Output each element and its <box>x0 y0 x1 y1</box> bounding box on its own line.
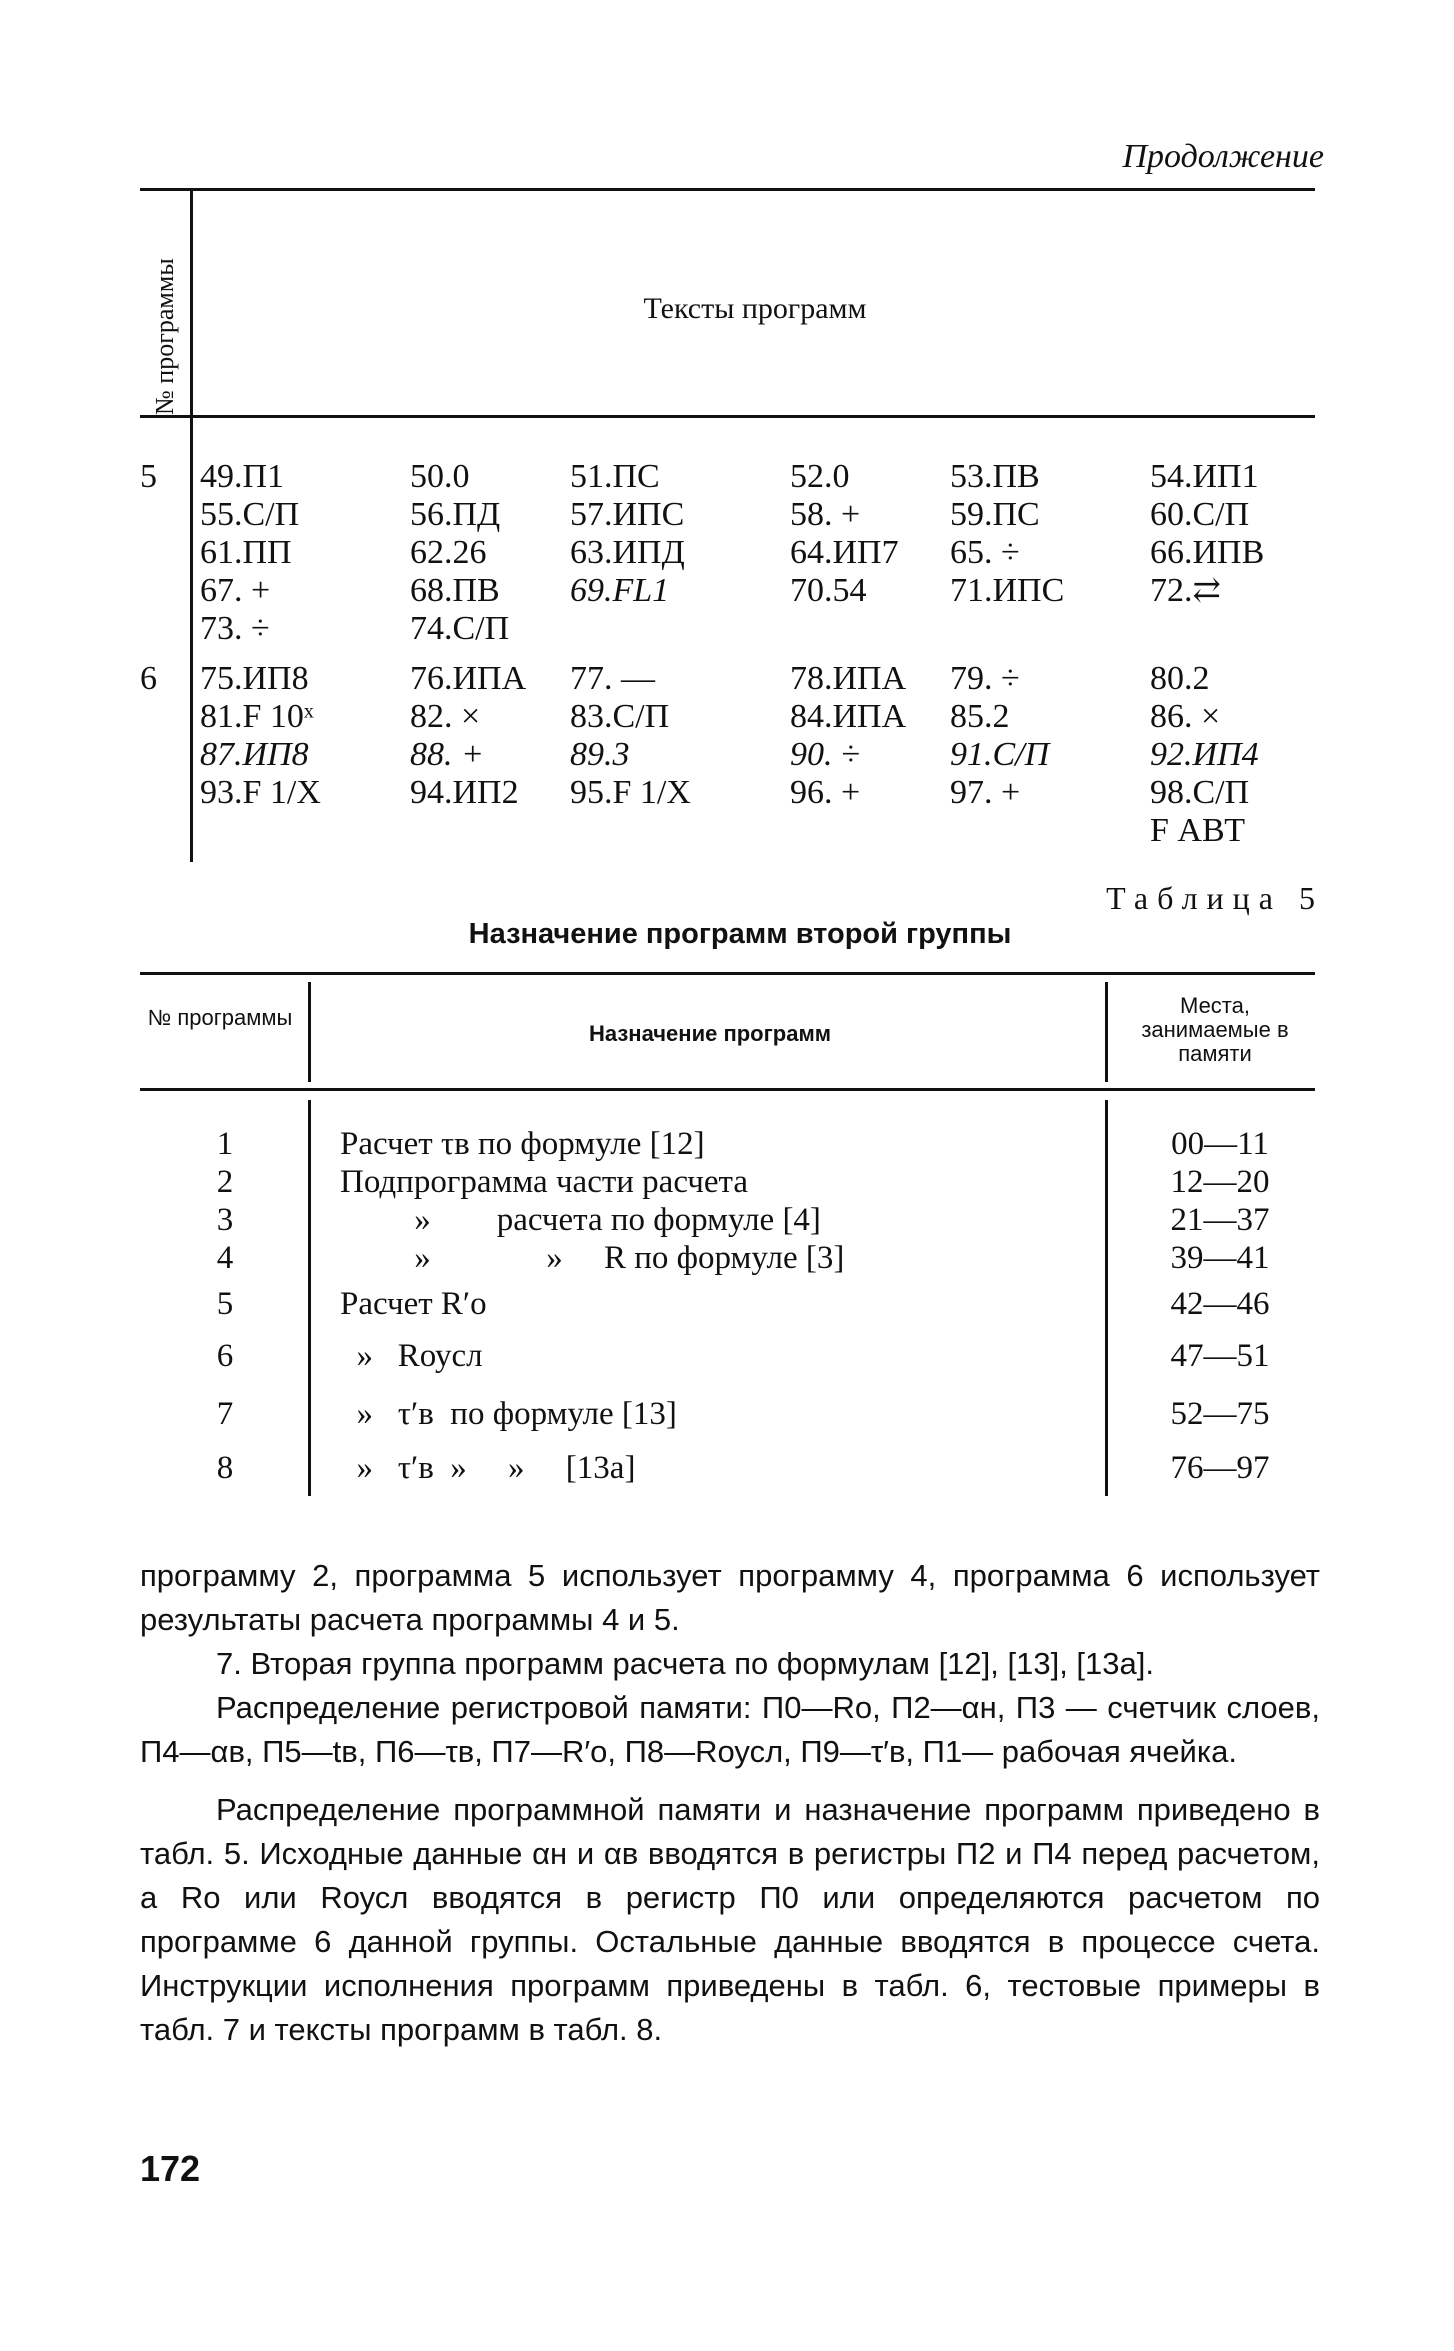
row-memory: 12—20 <box>1170 1164 1270 1200</box>
cmd: 68.ПВ <box>410 572 500 609</box>
table-5-header-purpose: Назначение программ <box>588 1021 832 1046</box>
row-memory: 76—97 <box>1170 1450 1270 1486</box>
program-6-text <box>200 660 1340 850</box>
program-number: 5 <box>140 458 157 495</box>
paragraph: Распределение программной памяти и назначение программ приведено в табл. 5. Исходные данные αн и αв вводятся в регистры П2 и П4 перед расчетом, а Rо или Rоусл вводятся в регистр П0 или определяются расчетом по программе 6 данной группы. Остальные данные вводятся в процессе счета. Инструкции исполнения программ приведены в табл. 6, тестовые примеры в табл. 7 и тексты программ в табл. 8. <box>140 1792 1320 2047</box>
cmd: 70.54 <box>790 572 867 609</box>
cmd: 66.ИПВ <box>1150 534 1265 571</box>
cmd <box>790 812 950 850</box>
cmd <box>950 812 1150 850</box>
row-memory: 52—75 <box>1170 1396 1270 1432</box>
row-number: 1 <box>216 1126 234 1162</box>
cmd: 56.ПД <box>410 496 501 533</box>
cmd: 52.0 <box>790 458 850 495</box>
cmd: 85.2 <box>950 698 1010 735</box>
cmd: 83.С/П <box>570 698 670 735</box>
row-number: 8 <box>216 1450 234 1486</box>
row-purpose: Подпрограмма части расчета <box>340 1164 749 1200</box>
cmd <box>570 610 790 648</box>
program-5-text <box>200 458 1340 648</box>
paragraph: 7. Вторая группа программ расчета по формулам [12], [13], [13а]. <box>216 1646 1154 1681</box>
cmd <box>570 812 790 850</box>
table-5-label: Таблица 5 <box>1106 880 1324 916</box>
cmd: 63.ИПД <box>570 534 685 571</box>
cmd: 82. × <box>410 698 481 735</box>
cmd: 81.F 10ˣ <box>200 698 314 735</box>
cmd: 62.26 <box>410 534 487 571</box>
table-5-body-divider-right <box>1105 1100 1108 1496</box>
program-table-top-rule <box>140 188 1315 191</box>
program-number: 6 <box>140 660 157 697</box>
cmd: 55.С/П <box>200 496 300 533</box>
col-number-header: № программы <box>150 258 179 415</box>
cmd <box>200 812 410 850</box>
row-number: 5 <box>216 1286 234 1322</box>
body-text <box>140 1554 1320 2052</box>
row-memory: 00—11 <box>1171 1126 1269 1162</box>
cmd: 84.ИПА <box>790 698 907 735</box>
table-5-title: Назначение программ второй группы <box>468 918 1012 950</box>
row-purpose: » » R по формуле [3] <box>340 1240 845 1276</box>
continued-label: Продолжение <box>1122 138 1324 175</box>
cmd <box>790 610 950 648</box>
table-5-header-memory: Места, занимаемые в памяти <box>1141 993 1289 1066</box>
row-purpose: Расчет R′о <box>340 1286 487 1322</box>
col-texts-header: Тексты программ <box>643 292 867 325</box>
table-5-header-rule <box>140 1088 1315 1091</box>
row-purpose: » Rоусл <box>340 1338 483 1374</box>
cmd: 92.ИП4 <box>1150 736 1259 773</box>
cmd: 77. — <box>570 660 655 697</box>
cmd: 76.ИПА <box>410 660 527 697</box>
row-number: 3 <box>216 1202 234 1238</box>
row-memory: 21—37 <box>1170 1202 1270 1238</box>
cmd: 78.ИПА <box>790 660 907 697</box>
cmd: 93.F 1/X <box>200 774 321 811</box>
table-5-divider-left <box>308 982 311 1082</box>
row-number: 2 <box>216 1164 234 1200</box>
cmd: 89.3 <box>570 736 630 773</box>
cmd: 61.ПП <box>200 534 292 571</box>
cmd: 95.F 1/X <box>570 774 691 811</box>
cmd: 57.ИПС <box>570 496 685 533</box>
row-number: 7 <box>216 1396 234 1432</box>
cmd: 74.С/П <box>410 610 510 647</box>
cmd: 51.ПС <box>570 458 660 495</box>
cmd: 59.ПС <box>950 496 1040 533</box>
cmd: 60.С/П <box>1150 496 1250 533</box>
row-purpose: » расчета по формуле [4] <box>340 1202 821 1238</box>
cmd: 53.ПВ <box>950 458 1040 495</box>
page-number: 172 <box>140 2148 201 2189</box>
cmd: 79. ÷ <box>950 660 1020 697</box>
table-5-header-number: № программы <box>147 1005 293 1030</box>
table-5-divider-right <box>1105 982 1108 1082</box>
row-memory: 39—41 <box>1170 1240 1270 1276</box>
paragraph: программу 2, программа 5 использует программу 4, программа 6 использует результаты расчета программы 4 и 5. <box>140 1558 1320 1637</box>
program-table-divider <box>190 190 193 862</box>
cmd: 69.FL1 <box>570 572 670 609</box>
cmd <box>950 610 1150 648</box>
cmd: 54.ИП1 <box>1150 458 1259 495</box>
cmd: 98.С/П <box>1150 774 1250 811</box>
cmd: 75.ИП8 <box>200 660 309 697</box>
cmd <box>410 812 570 850</box>
row-memory: 42—46 <box>1170 1286 1270 1322</box>
cmd: 86. × <box>1150 698 1221 735</box>
cmd: F АВТ <box>1150 812 1245 849</box>
row-purpose: » τ′в по формуле [13] <box>340 1396 677 1432</box>
cmd: 90. ÷ <box>790 736 860 773</box>
cmd: 58. + <box>790 496 861 533</box>
cmd: 72.⇄ <box>1150 572 1221 609</box>
cmd: 80.2 <box>1150 660 1210 697</box>
cmd: 97. + <box>950 774 1021 811</box>
row-number: 6 <box>216 1338 234 1374</box>
paragraph: Распределение регистровой памяти: П0—Rо, П2—αн, П3 — счетчик слоев, П4—αв, П5—tв, П6—τв, П7—R′о, П8—Rоусл, П9—τ′в, П1— рабочая ячейка. <box>140 1690 1320 1769</box>
cmd: 87.ИП8 <box>200 736 309 773</box>
cmd: 49.П1 <box>200 458 285 495</box>
cmd: 67. + <box>200 572 271 609</box>
table-5-top-rule <box>140 972 1315 975</box>
cmd: 96. + <box>790 774 861 811</box>
cmd: 64.ИП7 <box>790 534 899 571</box>
cmd: 71.ИПС <box>950 572 1065 609</box>
row-purpose: » τ′в » » [13а] <box>340 1450 636 1486</box>
cmd: 88. + <box>410 736 484 773</box>
row-purpose: Расчет τв по формуле [12] <box>340 1126 705 1162</box>
cmd: 73. ÷ <box>200 610 270 647</box>
table-5-body-divider-left <box>308 1100 311 1496</box>
cmd: 91.С/П <box>950 736 1050 773</box>
cmd <box>1150 610 1340 648</box>
row-number: 4 <box>216 1240 234 1276</box>
program-table-header-rule <box>140 415 1315 418</box>
cmd: 65. ÷ <box>950 534 1020 571</box>
cmd: 50.0 <box>410 458 470 495</box>
cmd: 94.ИП2 <box>410 774 519 811</box>
row-memory: 47—51 <box>1170 1338 1270 1374</box>
